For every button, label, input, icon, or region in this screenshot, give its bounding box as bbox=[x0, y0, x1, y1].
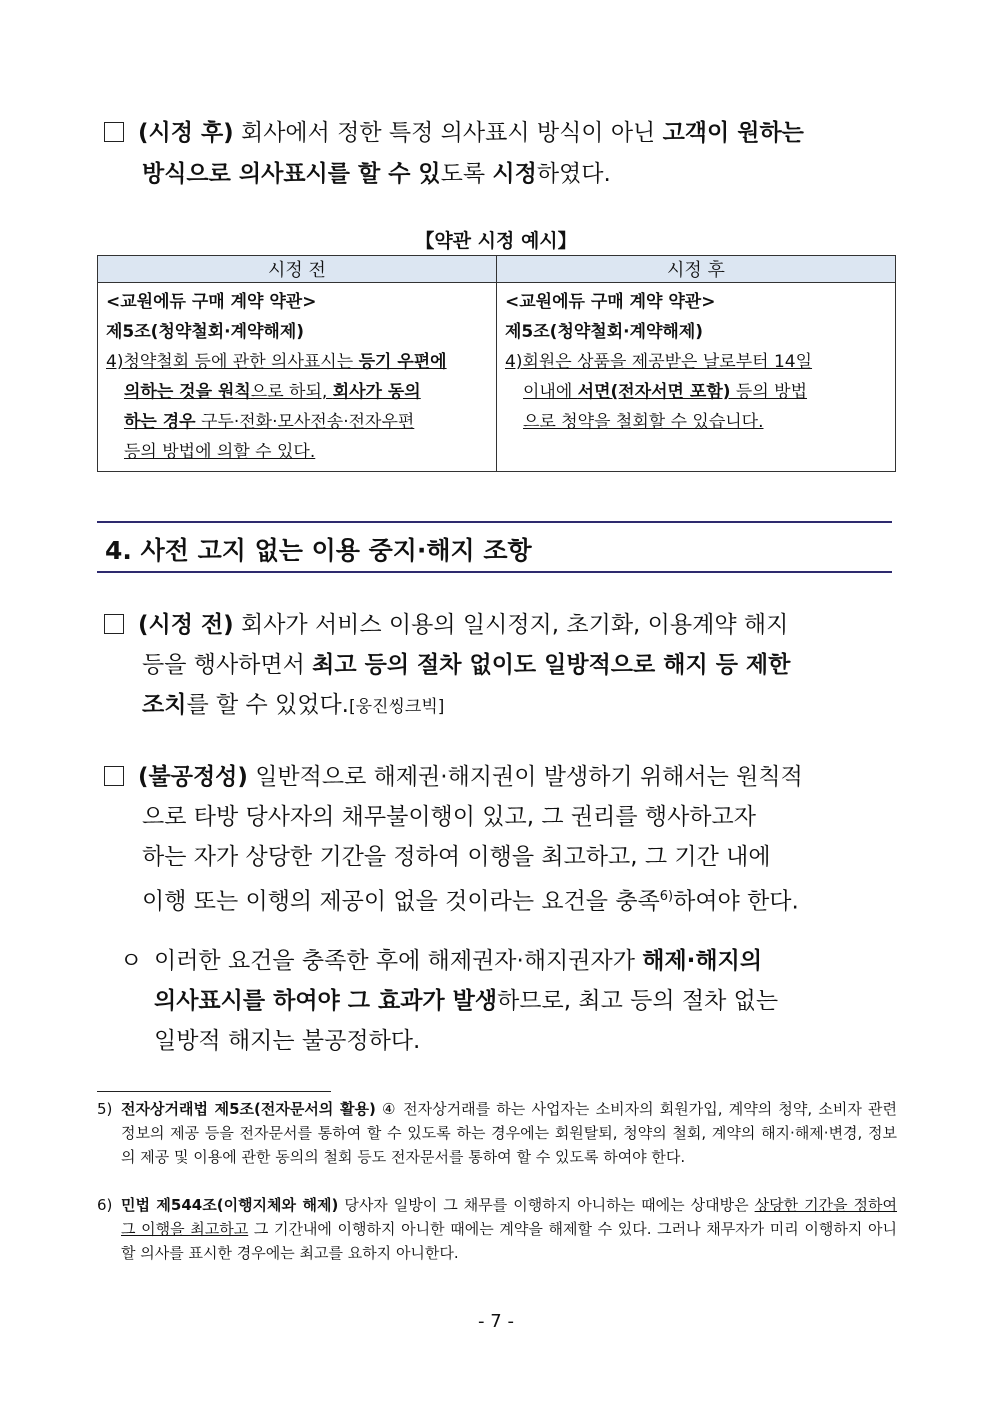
column-header-before: 시정 전 bbox=[98, 256, 497, 283]
checkbox-square-icon bbox=[104, 766, 124, 786]
cell-after: <교원에듀 구매 계약 약관> 제5조(청약철회·계약해제) 4)회원은 상품을 제공받은 날로부터 14일 이내에 서면(전자서면 포함) 등의 방법 으로 청약을 철회할 수 있습니다. bbox=[497, 283, 896, 472]
footnote-6: 6) 민법 제544조(이행지체와 해제) 당사자 일방이 그 채무를 이행하지 아니하는 때에는 상대방은 상당한 기간을 정하여 그 이행을 최고하고 그 기간내에 이행하지 아니한 때에는 계약을 해제할 수 있다. 그러나 채무자가 미리 이행하지 아니할 의사를 표시한 경우에는 최고를 요하지 아니한다. bbox=[97, 1196, 898, 1262]
page-number: - 7 - bbox=[478, 1311, 514, 1332]
terms-comparison-table bbox=[97, 255, 896, 472]
paragraph-before-correction: (시정 전) 회사가 서비스 이용의 일시정지, 초기화, 이용계약 해지 등을 행사하면서 최고 등의 절차 없이도 일방적으로 해지 등 제한 조치를 할 수 있었다.[웅진씽크빅] bbox=[104, 605, 904, 727]
footnote-5: 5) 전자상거래법 제5조(전자문서의 활용) ④ 전자상거래를 하는 사업자는 소비자의 회원가입, 계약의 청약, 소비자 관련 정보의 제공 등을 전자문서를 통하여 할 수 있도록 하는 경우에는 회원탈퇴, 청약의 철회, 계약의 해지·해제·변경, 정보의 제공 및 이용에 관한 동의의 철회 등도 전자문서를 통하여 할 수 있도록 하여야 한다. bbox=[97, 1100, 897, 1166]
checkbox-square-icon bbox=[104, 122, 124, 142]
bullet-marker: ㅇ bbox=[120, 948, 143, 974]
checkbox-square-icon bbox=[104, 614, 124, 634]
bullet-paragraph: ㅇ 이러한 요건을 충족한 후에 해제권자·해지권자가 해제·해지의 의사표시를 하여야 그 효과가 발생하므로, 최고 등의 절차 없는 일방적 해지는 불공정하다. bbox=[120, 941, 904, 1061]
footnote-divider bbox=[97, 1091, 331, 1092]
section-header bbox=[97, 521, 892, 573]
paragraph-unfairness: (불공정성) 일반적으로 해제권·해지권이 발생하기 위해서는 원칙적 으로 타방 당사자의 채무불이행이 있고, 그 권리를 행사하고자 하는 자가 상당한 기간을 정하여 이행을 최고하고, 그 기간 내에 이행 또는 이행의 제공이 없을 것이라는 요건을 충족$^{6)}$하여야 한다. bbox=[104, 757, 904, 922]
table-caption: 【약관 시정 예시】 bbox=[415, 230, 577, 252]
section-title: 4. 사전 고지 없는 이용 중지·해지 조항 bbox=[105, 536, 532, 565]
column-header-after: 시정 후 bbox=[497, 256, 896, 283]
cell-before: <교원에듀 구매 계약 약관> 제5조(청약철회·계약해제) 4)청약철회 등에 관한 의사표시는 등기 우편에 의하는 것을 원칙으로 하되, 회사가 동의 하는 경우 구두·전화·모사전송·전자우편 등의 방법에 의할 수 있다. bbox=[98, 283, 497, 472]
paragraph-after-correction: (시정 후) 회사에서 정한 특정 의사표시 방식이 아닌 고객이 원하는 방식으로 의사표시를 할 수 있도록 시정하였다. bbox=[104, 113, 904, 195]
